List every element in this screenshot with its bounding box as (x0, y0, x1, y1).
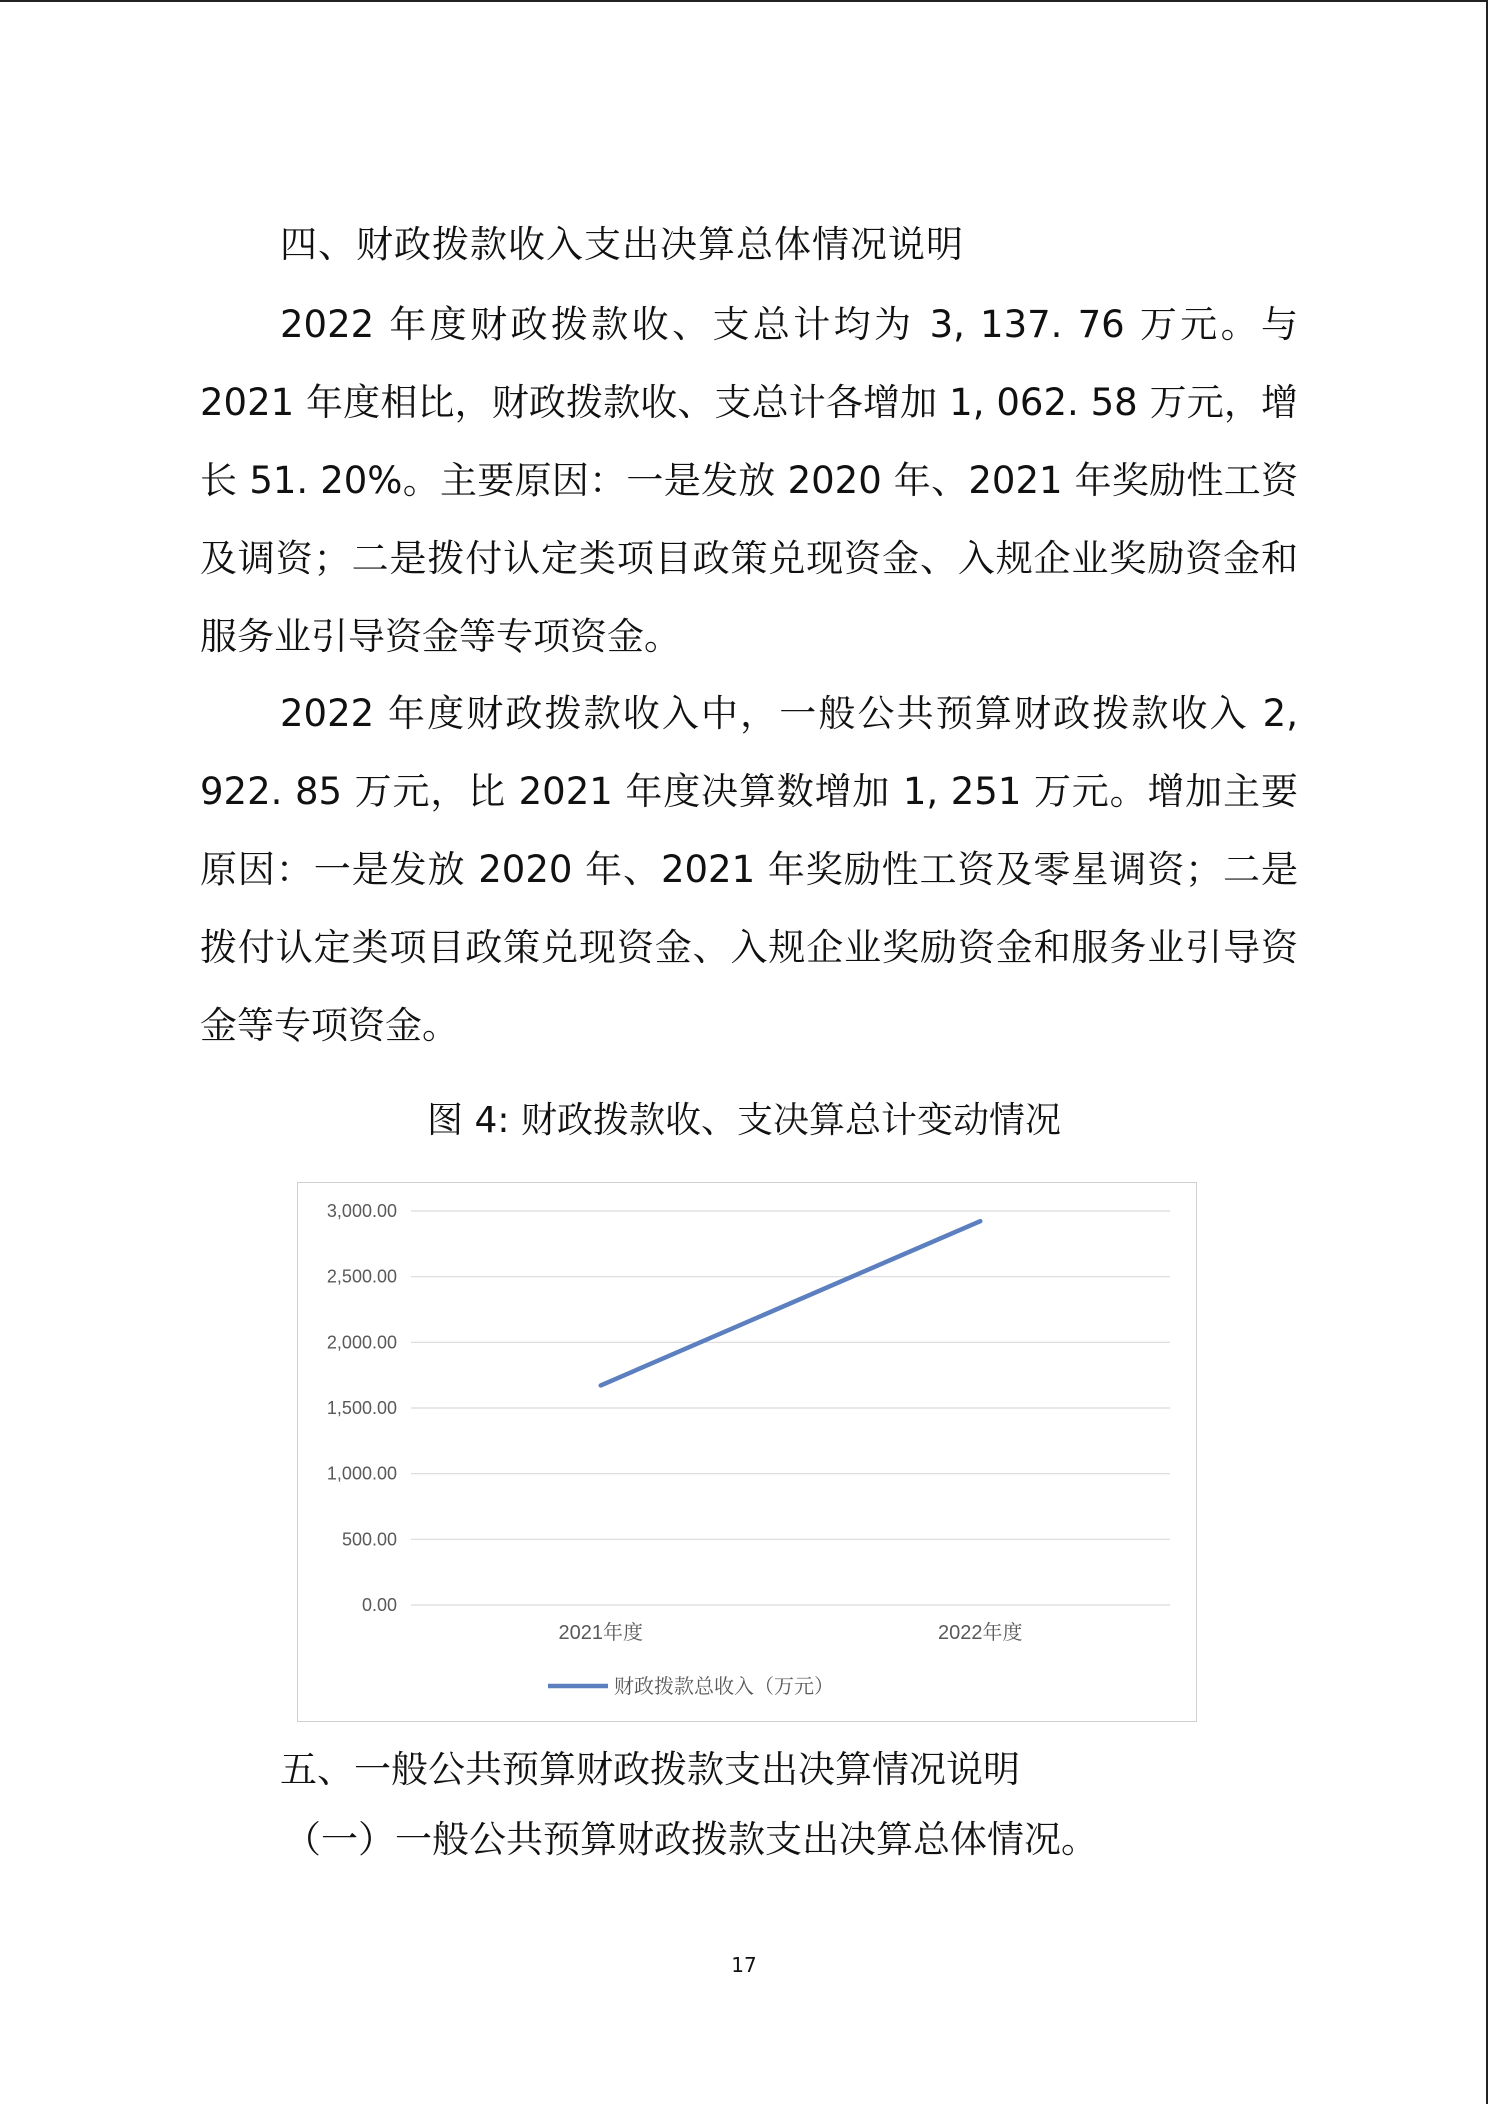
chart-y-ticks (327, 1201, 397, 1615)
y-tick-label: 2,000.00 (326, 1332, 397, 1353)
section5-heading: 五、一般公共预算财政拨款支出决算情况说明 (280, 1748, 1020, 1791)
series-line (601, 1221, 981, 1385)
chart-gridlines (411, 1211, 1170, 1605)
chart-canvas (298, 1183, 1198, 1723)
x-tick-label: 2021年度 (558, 1622, 643, 1644)
paragraph-totals: 2022 年度财政拨款收、支总计均为 3, 137. 76 万元。与 2021 年度相比，财政拨款收、支总计各增加 1, 062. 58 万元，增长 51. 20%。主要原因：一是发放 2020 年、2021 年奖励性工资及调资；二是拨付认定类项目政策兑现资金、入规企业奖励资金和服务业引导资金等专项资金。 (200, 303, 1298, 658)
paragraph-general-budget: 2022 年度财政拨款收入中，一般公共预算财政拨款收入 2, 922. 85 万元，比 2021 年度决算数增加 1, 251 万元。增加主要原因：一是发放 2020 年、2021 年奖励性工资及零星调资；二是拨付认定类项目政策兑现资金、入规企业奖励资金和服务业引导资金等专项资金。 (200, 692, 1298, 1047)
x-tick-label: 2022年度 (938, 1622, 1023, 1644)
figure-caption: 图 4: 财政拨款收、支决算总计变动情况 (427, 1100, 1061, 1141)
section4-heading: 四、财政拨款收入支出决算总体情况说明 (280, 223, 964, 266)
y-tick-label: 500.00 (341, 1529, 397, 1550)
subsection1-heading: （一）一般公共预算财政拨款支出决算总体情况。 (284, 1818, 1098, 1861)
page-border-top (0, 0, 1488, 2)
chart-x-ticks (559, 1621, 1023, 1644)
y-tick-label: 0.00 (361, 1595, 397, 1615)
y-tick-label: 1,000.00 (326, 1463, 397, 1484)
y-tick-label: 3,000.00 (326, 1201, 397, 1221)
line-chart (297, 1182, 1197, 1722)
page-number: 17 (731, 1953, 757, 1977)
legend-label: 财政拨款总收入（万元） (614, 1674, 834, 1698)
chart-series (601, 1221, 981, 1385)
chart-legend (548, 1674, 834, 1698)
y-tick-label: 1,500.00 (326, 1398, 397, 1418)
y-tick-label: 2,500.00 (326, 1266, 397, 1287)
